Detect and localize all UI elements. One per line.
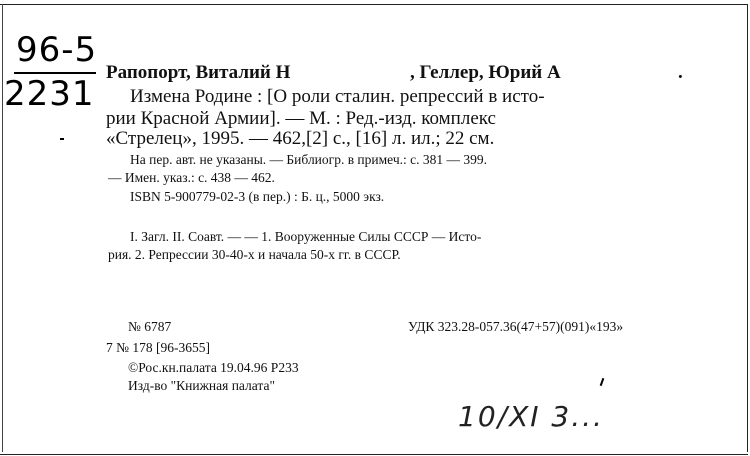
handwritten-note: 10/XI 3... [458,400,604,433]
note-line-2: — Имен. указ.: с. 438 — 462. [108,170,275,185]
call-number-top: 96-5 [16,30,98,70]
isbn-line: ISBN 5-900779-02-3 (в пер.) : Б. ц., 5000 экз. [130,189,385,204]
publisher-line: Изд-во "Книжная палата" [128,378,275,393]
card-number: № 6787 [128,319,172,334]
card-border-bottom [0,454,748,455]
title-line-1: Измена Родине : [О роли сталин. репрессий в исто- [130,86,545,107]
tracing-line-1: I. Загл. II. Соавт. — — 1. Вооруженные Силы СССР — Исто- [130,229,482,244]
note-line-1: На пер. авт. не указаны. — Библиогр. в примеч.: с. 381 — 399. [130,152,487,167]
title-line-2: рии Красной Армии]. — М. : Ред.-изд. комплекс [106,108,496,129]
card-border-top [0,4,748,5]
author-heading: Рапопорт, Виталий Н [106,62,291,83]
tracing-line-2: рия. 2. Репрессии 30-40-х и начала 50-х гг. в СССР. [108,247,401,262]
ink-mark [60,138,64,140]
ink-tick [600,378,605,386]
copyright-line: ©Рос.кн.палата 19.04.96 Р233 [128,360,299,375]
call-number-bottom: 2231 [4,74,95,114]
registration-number: 7 № 178 [96-3655] [106,340,210,355]
author-heading-end: . [678,62,683,83]
card-border-right [747,4,748,452]
udc-code: УДК 323.28-057.36(47+57)(091)«193» [408,319,624,334]
card-border-left [2,4,3,452]
coauthor-heading: , Геллер, Юрий А [410,62,561,83]
title-line-3: «Стрелец», 1995. — 462,[2] с., [16] л. ил.; 22 см. [106,128,495,149]
